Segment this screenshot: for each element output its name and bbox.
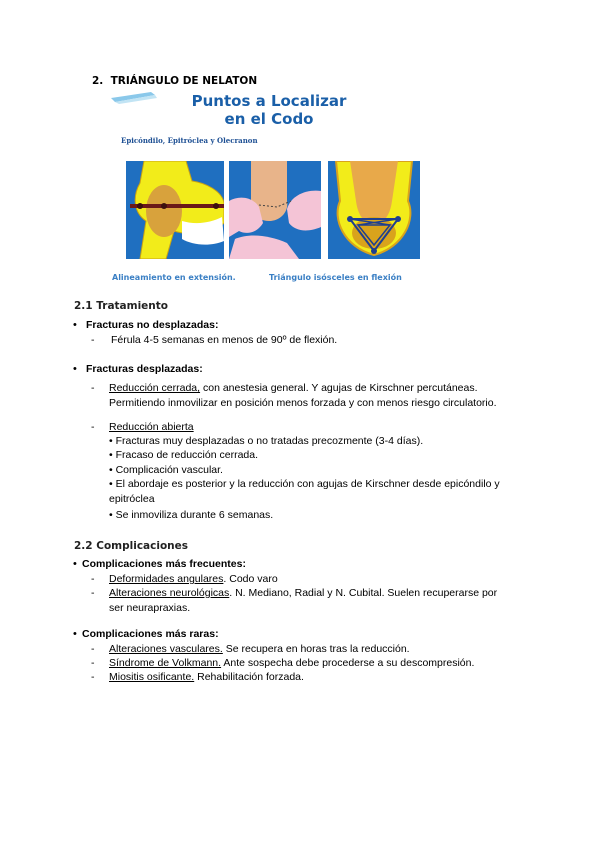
section-number: 2. (92, 75, 104, 87)
dash-icon: - (91, 573, 95, 585)
complicacion-desc: . N. Mediano, Radial y N. Cubital. Suelen recuperarse por (229, 587, 498, 599)
heading-tratamiento: 2.1 Tratamiento (74, 300, 169, 312)
reduccion-cerrada-text: con anestesia general. Y agujas de Kirschner percutáneas. (200, 382, 478, 394)
dash-icon: - (91, 382, 95, 394)
heading-complicaciones: 2.2 Complicaciones (74, 540, 189, 552)
complicacion-term: Alteraciones neurológicas (109, 587, 230, 599)
complicacion-desc: Ante sospecha debe procederse a su descompresión. (221, 657, 475, 669)
dash-icon: - (91, 657, 95, 669)
complicacion-desc: Rehabilitación forzada. (194, 671, 304, 683)
elbow-figure (111, 92, 427, 288)
figure-title (111, 92, 427, 128)
complicacion-term: Síndrome de Volkmann. (109, 657, 222, 669)
abierta-item: • Fracaso de reducción cerrada. (109, 449, 258, 461)
panel-palpation (229, 161, 321, 259)
reduccion-cerrada-text2: Permitiendo inmovilizar en posición menos forzada y con menos riesgo circulatorio. (109, 397, 497, 409)
dash-icon: - (91, 421, 95, 433)
label-raras: Complicaciones más raras: (82, 628, 219, 640)
complicacion-desc: Se recupera en horas tras la reducción. (222, 643, 410, 655)
label-reduccion-abierta: Reducción abierta (109, 421, 194, 433)
dash-icon: - (91, 587, 95, 599)
figure-caption-flexion: Triángulo isósceles en flexión (269, 273, 402, 282)
section-title (92, 75, 257, 87)
item-reduccion-cerrada (109, 381, 529, 396)
abierta-item: epitróclea (109, 493, 155, 505)
abierta-item: • El abordaje es posterior y la reducción con agujas de Kirschner desde epicóndilo y (109, 478, 500, 490)
section-title-text: TRIÁNGULO DE NELATON (110, 75, 258, 87)
complicacion-term: Alteraciones vasculares. (109, 643, 223, 655)
complicacion-desc: . Codo varo (223, 573, 278, 585)
complicacion-desc-cont: ser neurapraxias. (109, 602, 191, 614)
dash-icon: - (91, 643, 95, 655)
complicacion-term: Miositis osificante. (109, 671, 195, 683)
figure-title-line1: Puntos a Localizar (191, 92, 347, 110)
complicacion-item (109, 586, 497, 601)
label-frecuentes: Complicaciones más frecuentes: (82, 558, 246, 570)
bullet-icon: • (73, 628, 77, 640)
figure-subtitle: Epicóndilo, Epitróclea y Olecranon (121, 136, 258, 145)
abierta-item: • Fracturas muy desplazadas o no tratadas precozmente (3-4 días). (109, 435, 424, 447)
abierta-item: • Se inmoviliza durante 6 semanas. (109, 509, 274, 521)
figure-caption-extension: Alineamiento en extensión. (112, 273, 236, 282)
complicacion-item (109, 656, 474, 671)
dash-icon: - (91, 671, 95, 683)
bullet-icon: • (73, 558, 77, 570)
complicacion-item (109, 572, 278, 587)
abierta-item: • Complicación vascular. (109, 464, 223, 476)
complicacion-item (109, 642, 410, 657)
link-reduccion-cerrada: Reducción cerrada, (109, 382, 201, 394)
label-no-desplazadas: Fracturas no desplazadas: (86, 319, 219, 331)
figure-title-line2: en el Codo (224, 110, 314, 128)
bullet-icon: • (73, 363, 77, 375)
panel-flexion (328, 161, 420, 259)
item-ferula: Férula 4-5 semanas en menos de 90º de flexión. (111, 334, 338, 346)
complicacion-item (109, 670, 304, 685)
dash-icon: - (91, 334, 95, 346)
complicacion-term: Deformidades angulares (109, 573, 224, 585)
bullet-icon: • (73, 319, 77, 331)
label-desplazadas: Fracturas desplazadas: (86, 363, 203, 375)
panel-extension (126, 161, 224, 259)
